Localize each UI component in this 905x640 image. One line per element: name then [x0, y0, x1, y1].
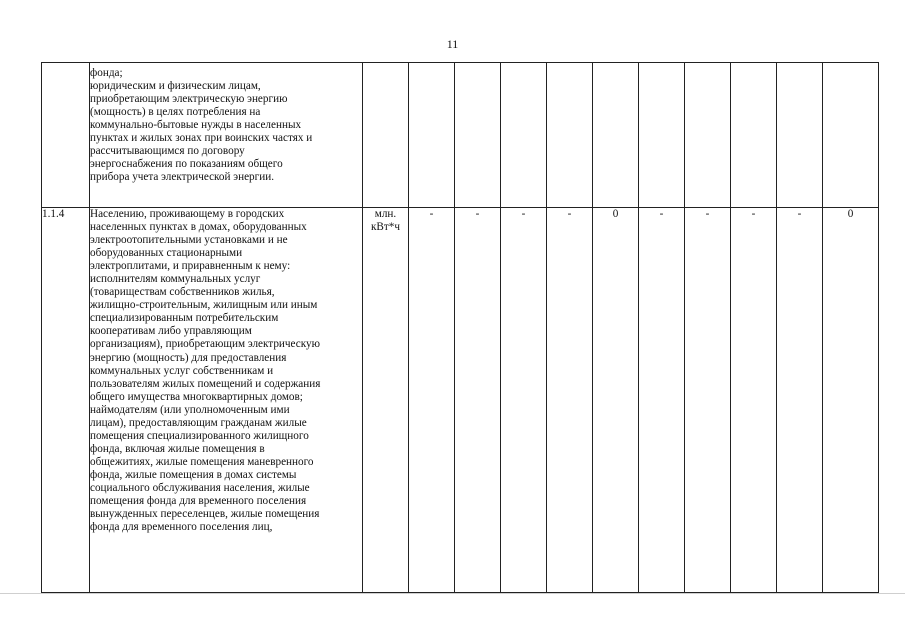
- row-unit-cell: [363, 63, 409, 208]
- value-cell: [593, 63, 639, 208]
- row-description: Населению, проживающему в городских населенных пунктах в домах, оборудованных электроотопительными установками и не оборудованных стационарными электроплитами, и приравненным к нему: исполнителям коммунальных услуг (товариществам собственников жилья, жилищно-строительным, жилищным или иным специализированным потребительским кооперативам либо управляющим организациям), приобретающим электрическую энергию (мощность) для предоставления коммунальных услуг собственникам и пользователям жилых помещений и содержания общего имущества многоквартирных домов; наймодателям (или уполномоченным ими лицам), предоставляющим гражданам жилые помещения специализированного жилищного фонда, включая жилые помещения в общежитиях, жилые помещения маневренного фонда, жилые помещения в домах системы социального обслуживания населения, жилые помещения фонда для временного поселения вынужденных переселенцев, жилые помещения фонда для временного поселения лиц,: [90, 208, 321, 534]
- row-description-cell: [90, 63, 363, 208]
- row-number-cell: 1.1.4: [42, 208, 90, 593]
- value-cell: -: [409, 208, 455, 593]
- row-description: фонда; юридическим и физическим лицам, приобретающим электрическую энергию (мощность) в целях потребления на коммунально-бытовые нужды в населенных пунктах и жилых зонах при воинских частях и рассчитывающимся по договору энергоснабжения по показаниям общего прибора учета электрической энергии.: [90, 67, 313, 184]
- row-number-cell: [42, 63, 90, 208]
- value-cell: -: [685, 208, 731, 593]
- value-cell: [685, 63, 731, 208]
- value-cell: -: [501, 208, 547, 593]
- value-cell: 0: [593, 208, 639, 593]
- value-cell: -: [731, 208, 777, 593]
- value-cell: [547, 63, 593, 208]
- page-number: 11: [446, 37, 459, 51]
- value-cell: [501, 63, 547, 208]
- table-row: [42, 208, 879, 593]
- value-cell: 0: [823, 208, 879, 593]
- value-cell: [639, 63, 685, 208]
- value-cell: -: [547, 208, 593, 593]
- value-cell: -: [455, 208, 501, 593]
- page-edge-divider: [0, 593, 905, 594]
- tariff-table: [41, 62, 879, 593]
- row-description-cell: [90, 208, 363, 593]
- value-cell: -: [777, 208, 823, 593]
- value-cell: [823, 63, 879, 208]
- table-row: [42, 63, 879, 208]
- value-cell: [731, 63, 777, 208]
- value-cell: [777, 63, 823, 208]
- value-cell: [409, 63, 455, 208]
- row-unit: млн. кВт*ч: [370, 208, 400, 234]
- value-cell: [455, 63, 501, 208]
- value-cell: -: [639, 208, 685, 593]
- row-unit-cell: [363, 208, 409, 593]
